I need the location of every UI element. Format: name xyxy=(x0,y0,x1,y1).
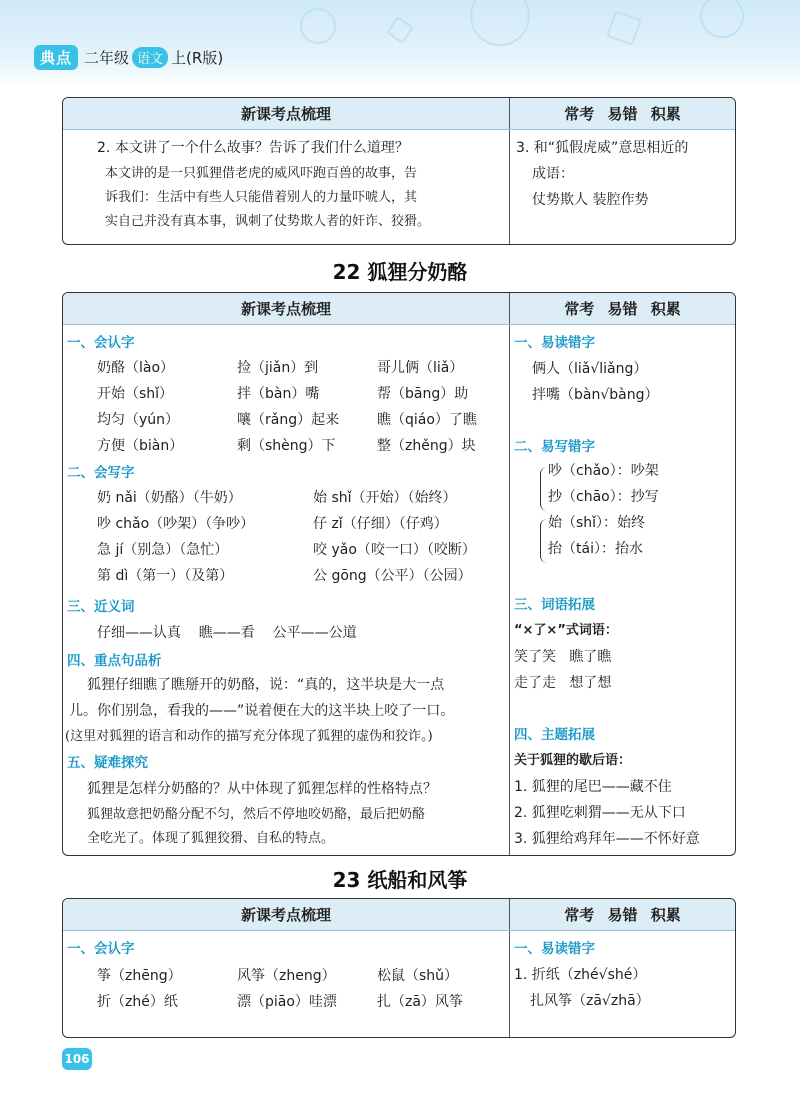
vocab-item: 捡（jiǎn）到 xyxy=(237,360,319,376)
section-recognize: 一、会认字 xyxy=(67,335,135,351)
vocab-item: 剩（shèng）下 xyxy=(237,438,336,454)
subject-badge: 语文 xyxy=(132,47,168,68)
vocab-item: 嚷（rǎng）起来 xyxy=(237,412,340,428)
saying-item: 3. 狐狸给鸡拜年——不怀好意 xyxy=(514,831,700,847)
header-right: 常考 易错 积累 xyxy=(564,105,681,123)
review-box-22 xyxy=(62,292,736,856)
inquiry-answer: 狐狸故意把奶酪分配不匀，然后不停地咬奶酪，最后把奶酪 xyxy=(87,807,426,822)
decoration-shape xyxy=(386,16,414,44)
section-theme-expand: 四、主题拓展 xyxy=(514,727,595,743)
pattern-words: 走了走 想了想 xyxy=(514,675,612,691)
vocab-item: 均匀（yún） xyxy=(97,412,180,428)
question-3-cont: 成语： xyxy=(532,166,574,182)
decoration-shape xyxy=(470,0,530,46)
page-number: 106 xyxy=(62,1048,92,1070)
misread-item: 1. 折纸（zhé√shé） xyxy=(514,967,647,983)
write-item: 仔 zǐ（仔细）（仔鸡） xyxy=(313,516,448,532)
vocab-item: 开始（shǐ） xyxy=(97,386,174,402)
sentence-note: (这里对狐狸的语言和动作的描写充分体现了狐狸的虚伪和狡诈。) xyxy=(65,729,433,744)
vocab-item: 扎（zā）风筝 xyxy=(377,994,463,1010)
write-item: 公 gōng（公平）（公园） xyxy=(313,568,472,584)
vocab-item: 筝（zhēng） xyxy=(97,968,182,984)
theme-label: 关于狐狸的歇后语： xyxy=(514,753,632,768)
miswrite-item: 抄（chāo）：抄写 xyxy=(548,489,659,505)
saying-item: 1. 狐狸的尾巴——藏不住 xyxy=(514,779,672,795)
vocab-item: 方便（biàn） xyxy=(97,438,184,454)
book-brand xyxy=(34,44,223,70)
inquiry-question: 狐狸是怎样分奶酪的？从中体现了狐狸怎样的性格特点？ xyxy=(87,781,437,797)
section-synonyms: 三、近义词 xyxy=(67,599,135,615)
vocab-item: 哥儿俩（liǎ） xyxy=(377,360,464,376)
miswrite-item: 抬（tái）：抬水 xyxy=(548,541,643,557)
section-word-expand: 三、词语拓展 xyxy=(514,597,595,613)
synonym-line: 仔细——认真 瞧——看 公平——公道 xyxy=(97,625,357,641)
box-header xyxy=(63,293,735,325)
answer-line: 诉我们：生活中有些人只能借着别人的力量吓唬人，其 xyxy=(105,190,418,205)
header-right: 常考 易错 积累 xyxy=(564,906,681,924)
pattern-words: 笑了笑 瞧了瞧 xyxy=(514,649,612,665)
brace-icon xyxy=(540,519,547,563)
write-item: 第 dì（第一）（及第） xyxy=(97,568,234,584)
review-box-21 xyxy=(62,97,736,245)
sentence-line: 狐狸仔细瞧了瞧掰开的奶酪，说：“真的，这半块是大一点 xyxy=(87,677,445,693)
section-key-sentence: 四、重点句品析 xyxy=(67,653,162,669)
answer-line: 本文讲的是一只狐狸借老虎的威风吓跑百兽的故事，告 xyxy=(105,166,418,181)
recognize-grid xyxy=(97,355,517,459)
vocab-item: 奶酪（lào） xyxy=(97,360,175,376)
vocab-item: 拌（bàn）嘴 xyxy=(237,386,320,402)
vocab-item: 帮（bāng）助 xyxy=(377,386,469,402)
vocab-item: 整（zhěng）块 xyxy=(377,438,476,454)
idiom-answer: 仗势欺人 装腔作势 xyxy=(532,192,649,208)
saying-item: 2. 狐狸吃刺猬——无从下口 xyxy=(514,805,686,821)
write-item: 咬 yǎo（咬一口）（咬断） xyxy=(313,542,476,558)
answer-line: 实自己并没有真本事，讽刺了仗势欺人者的奸诈、狡猾。 xyxy=(105,214,431,229)
review-box-23 xyxy=(62,898,736,1038)
misread-item: 扎风筝（zā√zhā） xyxy=(530,993,650,1009)
section-misread: 一、易读错字 xyxy=(514,335,595,351)
question-2: 2. 本文讲了一个什么故事？告诉了我们什么道理？ xyxy=(97,140,409,156)
vocab-item: 漂（piāo）哇漂 xyxy=(237,994,337,1010)
section-misread: 一、易读错字 xyxy=(514,941,595,957)
section-miswrite: 二、易写错字 xyxy=(514,439,595,455)
miswrite-item: 吵（chǎo）：吵架 xyxy=(548,463,659,479)
word-pattern: “×了×”式词语： xyxy=(514,623,618,638)
vocab-item: 风筝（zheng） xyxy=(237,968,336,984)
inquiry-answer: 全吃光了。体现了狐狸狡猾、自私的特点。 xyxy=(87,831,335,846)
lesson-22-title: 22 狐狸分奶酪 xyxy=(332,260,468,284)
miswrite-item: 始（shǐ）：始终 xyxy=(548,515,646,531)
write-item: 始 shǐ（开始）（始终） xyxy=(313,490,457,506)
section-write: 二、会写字 xyxy=(67,465,135,481)
edition-label: 上(R版) xyxy=(171,48,224,67)
header-right: 常考 易错 积累 xyxy=(564,300,681,318)
sentence-line: 儿。你们别急，看我的——”说着便在大的这半块上咬了一口。 xyxy=(69,703,455,719)
section-inquiry: 五、疑难探究 xyxy=(67,755,148,771)
vocab-item: 瞧（qiáo）了瞧 xyxy=(377,412,477,428)
header-left: 新课考点梳理 xyxy=(63,98,510,129)
write-item: 急 jí（别急）（急忙） xyxy=(97,542,229,558)
box-header xyxy=(63,899,735,931)
recognize-grid xyxy=(97,963,517,1015)
grade-label: 二年级 xyxy=(84,48,130,67)
write-grid xyxy=(97,485,529,589)
decoration-shape xyxy=(300,8,336,44)
misread-item: 俩人（liǎ√liǎng） xyxy=(532,361,648,377)
header-left: 新课考点梳理 xyxy=(63,293,510,324)
top-banner xyxy=(0,0,800,88)
vocab-item: 松鼠（shǔ） xyxy=(377,968,459,984)
write-item: 吵 chǎo（吵架）（争吵） xyxy=(97,516,255,532)
misread-item: 拌嘴（bàn√bàng） xyxy=(532,387,659,403)
write-item: 奶 nǎi（奶酪）（牛奶） xyxy=(97,490,242,506)
section-recognize: 一、会认字 xyxy=(67,941,135,957)
decoration-shape xyxy=(606,10,642,46)
question-3: 3. 和“狐假虎威”意思相近的 xyxy=(516,140,689,156)
decoration-shape xyxy=(700,0,744,38)
box-header xyxy=(63,98,735,130)
brand-logo: 典点 xyxy=(34,45,78,70)
vocab-item: 折（zhé）纸 xyxy=(97,994,178,1010)
header-left: 新课考点梳理 xyxy=(63,899,510,930)
brace-icon xyxy=(540,467,547,511)
lesson-23-title: 23 纸船和风筝 xyxy=(332,868,468,892)
